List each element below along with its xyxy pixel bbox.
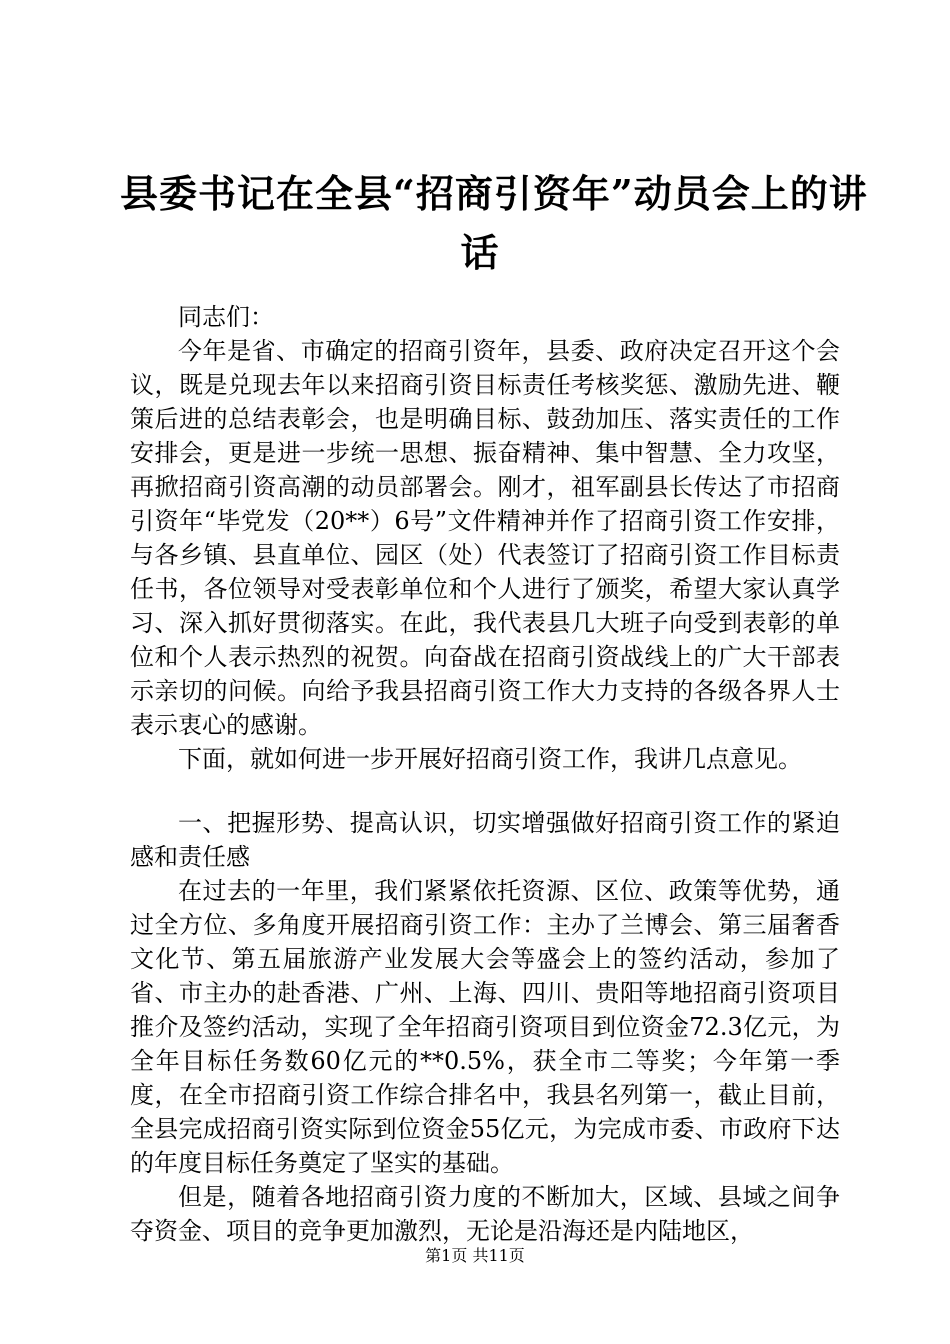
document-title-line1: 县委书记在全县“招商引资年”动员会上的讲 bbox=[120, 171, 868, 216]
document-title-line2: 话 bbox=[460, 230, 500, 275]
page-footer bbox=[0, 1243, 950, 1266]
salutation: 同志们： bbox=[178, 303, 274, 331]
paragraph: 下面，就如何进一步开展好招商引资工作，我讲几点意见。 bbox=[178, 745, 802, 773]
paragraph: 但是，随着各地招商引资力度的不断加大，区域、县域之间争夺资金、项目的竞争更加激烈，无论是沿海还是内陆地区， bbox=[130, 1183, 840, 1245]
paragraph: 今年是省、市确定的招商引资年，县委、政府决定召开这个会议，既是兑现去年以来招商引资目标责任考核奖惩、激励先进、鞭策后进的总结表彰会，也是明确目标、鼓劲加压、落实责任的工作安排会，更是进一步统一思想、振奋精神、集中智慧、全力攻坚，再掀招商引资高潮的动员部署会。刚才，祖军副县长传达了市招商引资年“毕党发（20**）6号”文件精神并作了招商引资工作安排，与各乡镇、县直单位、园区（处）代表签订了招商引资工作目标责任书，各位领导对受表彰单位和个人进行了颁奖，希望大家认真学习、深入抓好贯彻落实。在此，我代表县几大班子向受到表彰的单位和个人表示热烈的祝贺。向奋战在招商引资战线上的广大干部表示亲切的问候。向给予我县招商引资工作大力支持的各级各界人士表示衷心的感谢。 bbox=[130, 337, 840, 739]
paragraph: 在过去的一年里，我们紧紧依托资源、区位、政策等优势，通过全方位、多角度开展招商引资工作：主办了兰博会、第三届奢香文化节、第五届旅游产业发展大会等盛会上的签约活动，参加了省、市主办的赴香港、广州、上海、四川、贵阳等地招商引资项目推介及签约活动，实现了全年招商引资项目到位资金72.3亿元，为全年目标任务数60亿元的**0.5%，获全市二等奖；今年第一季度，在全市招商引资工作综合排名中，我县名列第一，截止目前，全县完成招商引资实际到位资金55亿元，为完成市委、市政府下达的年度目标任务奠定了坚实的基础。 bbox=[130, 877, 840, 1177]
document-body bbox=[130, 300, 840, 1248]
page-number-label: 第1页 共11页 bbox=[425, 1246, 525, 1265]
paragraph-spacer bbox=[130, 776, 840, 806]
section-heading: 一、把握形势、提高认识，切实增强做好招商引资工作的紧迫感和责任感 bbox=[130, 809, 840, 871]
